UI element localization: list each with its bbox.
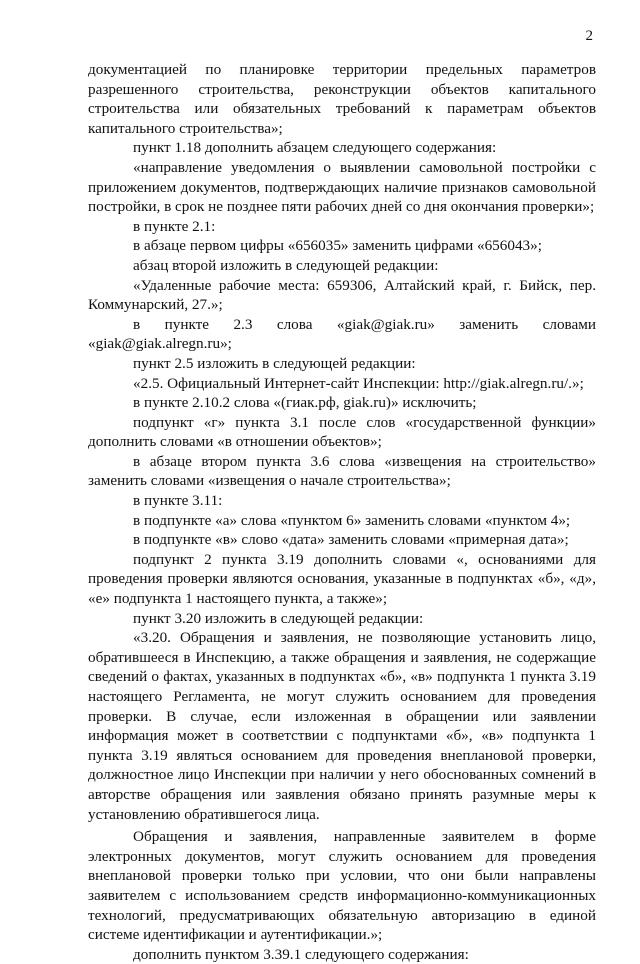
paragraph: «направление уведомления о выявлении самовольной постройки с приложением документов, подтверждающих наличие признаков самовольной постройки, в срок не позднее пяти рабочих дней со дня окончания проверки»; [88, 158, 596, 216]
paragraph: подпункт 2 пункта 3.19 дополнить словами «, основаниями для проведения проверки являются основания, указанные в подпунктах «б», «д», «е» подпункта 1 настоящего пункта, а также»; [88, 550, 596, 608]
paragraph: в пункте 2.1: [133, 217, 216, 235]
paragraph: в подпункте «а» слова «пунктом 6» заменить словами «пунктом 4»; [133, 511, 571, 529]
paragraph: пункт 2.5 изложить в следующей редакции: [133, 354, 416, 372]
paragraph: абзац второй изложить в следующей редакции: [133, 256, 439, 274]
paragraph: документацией по планировке территории предельных параметров разрешенного строительства, реконструкции объектов капитального строительства или обязательных требований к параметрам объектов капитального строительства»; [88, 61, 596, 137]
paragraph: Обращения и заявления, направленные заявителем в форме электронных документов, могут служить основанием для проведения внеплановой проверки только при условии, что они были направлены заявителем с использованием средств информационно-коммуникационных технологий, предусматривающих обязательную авторизацию в единой системе идентификации и аутентификации.»; [88, 828, 596, 944]
paragraph: в абзаце первом цифры «656035» заменить цифрами «656043»; [133, 237, 542, 255]
paragraph: в подпункте «в» слово «дата» заменить словами «примерная дата»; [133, 531, 569, 549]
paragraph: «2.5. Официальный Интернет-сайт Инспекции: http://giak.alregn.ru/.»; [133, 374, 584, 392]
document-body [88, 60, 596, 964]
paragraph: пункт 1.18 дополнить абзацем следующего содержания: [133, 139, 497, 157]
page-number: 2 [585, 28, 593, 44]
paragraph: «Удаленные рабочие места: 659306, Алтайский край, г. Бийск, пер. Коммунарский, 27.»; [88, 276, 596, 314]
paragraph: в пункте 3.11: [133, 492, 223, 510]
paragraph: дополнить пунктом 3.39.1 следующего содержания: [133, 945, 469, 963]
paragraph: в абзаце втором пункта 3.6 слова «извещения на строительство» заменить словами «извещения о начале строительства»; [88, 452, 596, 490]
paragraph: в пункте 2.10.2 слова «(гиак.рф, giak.ru)» исключить; [133, 394, 477, 412]
paragraph: пункт 3.20 изложить в следующей редакции: [133, 609, 424, 627]
paragraph: «3.20. Обращения и заявления, не позволяющие установить лицо, обратившееся в Инспекцию, а также обращения и заявления, не содержащие сведений о фактах, указанных в подпунктах «б», «в» подпункта 1 пункта 3.19 настоящего Регламента, не могут служить основанием для проведения проверки. В случае, если изложенная в обращении или заявлении информация может в соответствии с подпунктами «б», «в» подпункта 1 пункта 3.19 являться основанием для проведения внеплановой проверки, должностное лицо Инспекции при наличии у него обоснованных сомнений в авторстве обращения или заявления обязано принять разумные меры к установлению обратившегося лица. [88, 629, 596, 823]
paragraph: в пункте 2.3 слова «giak@giak.ru» заменить словами «giak@giak.alregn.ru»; [88, 315, 596, 353]
paragraph: подпункт «г» пункта 3.1 после слов «государственной функции» дополнить словами «в отношении объектов»; [88, 413, 596, 451]
